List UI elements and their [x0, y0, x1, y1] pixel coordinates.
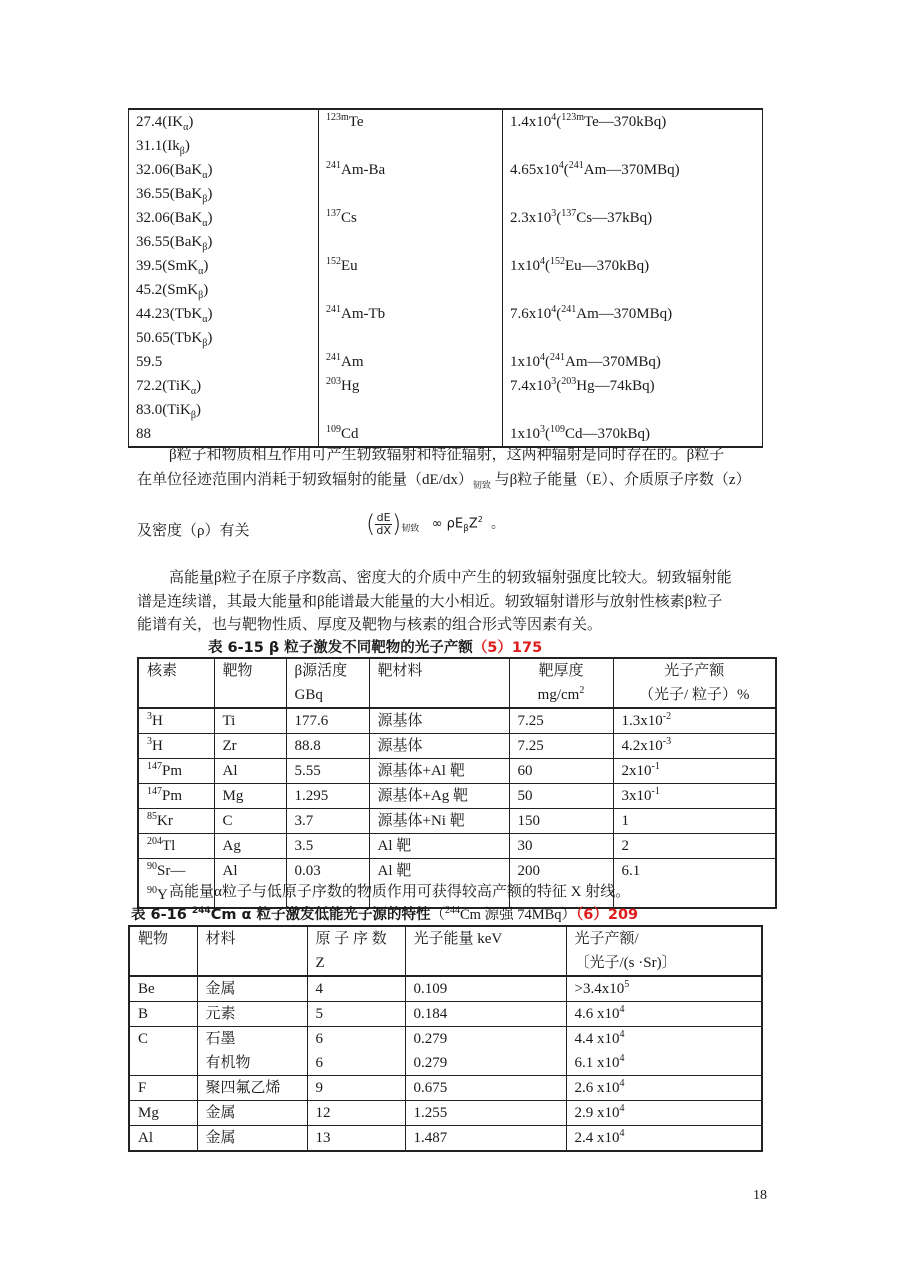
para-1-line-2-sub: 韧致 [472, 480, 491, 490]
table-cell: $^3$H [138, 734, 214, 759]
table-row [129, 374, 763, 398]
column-header: 光子产额/ 〔光子/(s ·Sr)〕 [566, 926, 762, 976]
table-cell: 200 [509, 859, 613, 909]
formula-sub: 韧致 [401, 524, 420, 535]
cell-source [319, 326, 503, 350]
cell-source: $^{241}$Am-Tb [319, 302, 503, 326]
table-cell: 5 [307, 1002, 405, 1027]
table-cell: 0.675 [405, 1076, 566, 1101]
table-cell: 3.7 [286, 809, 369, 834]
table-cell: 0.109 [405, 976, 566, 1002]
cell-source: $^{241}$Am-Ba [319, 158, 503, 182]
table-cell: 9 [307, 1076, 405, 1101]
formula-rhs-sub: β [463, 524, 469, 535]
formula-rhs-tail: Z [468, 516, 478, 532]
cell-energy: $31.1(Ik_\beta)$ [129, 134, 319, 158]
cell-source [319, 398, 503, 422]
table-cell: $^{85}$Kr [138, 809, 214, 834]
cell-source: $^{109}$Cd [319, 422, 503, 447]
column-header: 靶厚度 $mg/cm^2$ [509, 658, 613, 708]
column-header: 材料 [197, 926, 307, 976]
table-cell: 1.255 [405, 1101, 566, 1126]
table-row [129, 350, 763, 374]
formula-den: dX [376, 523, 391, 537]
table-row [129, 1126, 762, 1152]
cell-yield: $1x10^3(^{109}Cd—370kBq)$ [503, 422, 763, 447]
table-cell: Ti [214, 708, 286, 734]
table-cell: 50 [509, 784, 613, 809]
para-2-line-1: 高能量β粒子在原子序数高、密度大的介质中产生的轫致辐射强度比较大。轫致辐射能 [169, 570, 732, 586]
cell-yield: $4.65x10^4(^{241}Am—370MBq)$ [503, 158, 763, 182]
table-cell: 3.5 [286, 834, 369, 859]
table-cell: 1 [613, 809, 776, 834]
cell-yield [503, 326, 763, 350]
table-cell: 源基体+Ni 靶 [369, 809, 509, 834]
table-row [138, 734, 776, 759]
table-cell: C [214, 809, 286, 834]
table-cell: 1.295 [286, 784, 369, 809]
page-number: 18 [753, 1188, 767, 1203]
cell-yield [503, 230, 763, 254]
table-616-caption-b: Cm α 粒子激发低能光子源的特性 [210, 907, 431, 923]
table-616-caption-c: （$^{244}$Cm 源强 74MBq） [430, 905, 577, 923]
table-cell: Al [214, 859, 286, 909]
cell-source: $^{137}$Cs [319, 206, 503, 230]
table-cell: 2 [613, 834, 776, 859]
table-cell: 13 [307, 1126, 405, 1152]
table-cell: 0.279 0.279 [405, 1027, 566, 1076]
column-header: 靶物 [129, 926, 197, 976]
table-cell: B [129, 1002, 197, 1027]
table-cell: Ag [214, 834, 286, 859]
table-header-row [138, 658, 776, 708]
table-cell: 7.25 [509, 734, 613, 759]
cell-yield: $7.6x10^4(^{241}Am—370MBq)$ [503, 302, 763, 326]
table-616 [128, 925, 763, 1152]
top-table [128, 108, 763, 448]
table-row [129, 158, 763, 182]
table-cell: 2.9 $x10^4$ [566, 1101, 762, 1126]
cell-energy: 45.2(SmK$_\beta$) [129, 278, 319, 302]
table-cell: 源基体 [369, 734, 509, 759]
table-cell: Al [214, 759, 286, 784]
table-cell: $>3.4x10^5$ [566, 976, 762, 1002]
formula-rhs-sup: 2 [477, 515, 483, 525]
formula-rhs: ∞ ρE [431, 516, 464, 532]
cell-energy: 32.06(BaK$_\alpha$) [129, 206, 319, 230]
table-row [129, 326, 763, 350]
table-row [129, 182, 763, 206]
cell-source: $^{241}$Am [319, 350, 503, 374]
cell-energy: $27.4(IK_\alpha)$ [129, 109, 319, 134]
cell-yield: $2.3x10^3(^{137}Cs—37kBq)$ [503, 206, 763, 230]
formula-end: 。 [491, 516, 505, 532]
column-header: β源活度 GBq [286, 658, 369, 708]
column-header: 原 子 序 数 Z [307, 926, 405, 976]
cell-energy: 59.5 [129, 350, 319, 374]
table-row [129, 1101, 762, 1126]
cell-energy: 72.2(TiK$_\alpha$) [129, 374, 319, 398]
formula: ( $\frac{dE}{dX}$ )$_{韧致}$ ∞ $\rho E_\beta Z^2$ 。 [366, 510, 505, 538]
table-616-caption-a: 表 6-16 [131, 907, 192, 923]
table-cell: 6.1 [613, 859, 776, 909]
cell-energy: 88 [129, 422, 319, 447]
table-cell: 4 [307, 976, 405, 1002]
table-616-ref: （6）209 [576, 907, 639, 923]
table-cell: $^{204}$Tl [138, 834, 214, 859]
cell-source [319, 278, 503, 302]
table-cell: 88.8 [286, 734, 369, 759]
table-cell: 60 [509, 759, 613, 784]
table-cell: 金属 [197, 976, 307, 1002]
cell-source [319, 182, 503, 206]
cell-yield: $1.4x10^4(^{123m}Te—370kBq)$ [503, 109, 763, 134]
table-cell: Be [129, 976, 197, 1002]
table-615-ref: （5）175 [472, 640, 543, 656]
column-header: 光子能量 keV [405, 926, 566, 976]
table-cell: $^{147}$Pm [138, 759, 214, 784]
table-cell: Mg [214, 784, 286, 809]
para-1-line-2b: 与β粒子能量（E）、介质原子序数（z） [490, 472, 751, 488]
cell-yield [503, 182, 763, 206]
cell-yield: $1x10^4(^{241}Am—370MBq)$ [503, 350, 763, 374]
table-row [129, 1027, 762, 1076]
table-cell: 0.03 [286, 859, 369, 909]
formula-num: dE [376, 510, 391, 524]
column-header: 光子产额 （光子/ 粒子）% [613, 658, 776, 708]
table-615-caption-text: 表 6-15 β 粒子激发不同靶物的光子产额 [208, 640, 473, 656]
para-2-line-3: 能谱有关，也与靶物性质、厚度及靶物与核素的组合形式等因素有关。 [137, 617, 603, 633]
cell-source: $^{152}$Eu [319, 254, 503, 278]
table-cell: Mg [129, 1101, 197, 1126]
para-2-line-2: 谱是连续谱，其最大能量和β能谱最大能量的大小相近。轫致辐射谱形与放射性核素β粒子 [137, 594, 723, 610]
table-cell: 金属 [197, 1126, 307, 1152]
table-cell: Al 靶 [369, 834, 509, 859]
cell-energy: 36.55(BaK$_\beta$) [129, 230, 319, 254]
table-cell: 4.6 $x10^4$ [566, 1002, 762, 1027]
table-row [129, 976, 762, 1002]
table-615 [137, 657, 777, 909]
para-1-line-1: β粒子和物质相互作用可产生轫致辐射和特征辐射，这两种辐射是同时存在的。β粒子 [169, 447, 725, 463]
table-cell: 石墨 有机物 [197, 1027, 307, 1076]
table-cell: $^{90}$Sr—$^{90}$Y [138, 859, 214, 909]
cell-yield [503, 278, 763, 302]
table-cell: 源基体 [369, 708, 509, 734]
table-cell: 1.487 [405, 1126, 566, 1152]
cell-yield [503, 134, 763, 158]
table-cell: 源基体+Ag 靶 [369, 784, 509, 809]
table-cell: 5.55 [286, 759, 369, 784]
table-616-caption [131, 903, 638, 924]
table-615-caption [208, 636, 542, 657]
table-row [138, 708, 776, 734]
column-header: 核素 [138, 658, 214, 708]
table-cell: Al [129, 1126, 197, 1152]
table-row [129, 302, 763, 326]
table-row [129, 278, 763, 302]
table-cell: C [129, 1027, 197, 1076]
table-cell: 6 6 [307, 1027, 405, 1076]
table-row [129, 254, 763, 278]
cell-yield [503, 398, 763, 422]
table-cell: 元素 [197, 1002, 307, 1027]
para-3: 高能量α粒子与低原子序数的物质作用可获得较高产额的特征 X 射线。 [169, 884, 631, 900]
table-cell: 12 [307, 1101, 405, 1126]
table-row [138, 784, 776, 809]
table-cell: $2x10^{-1}$ [613, 759, 776, 784]
cell-energy: 50.65(TbK$_\beta$) [129, 326, 319, 350]
table-cell: Al 靶 [369, 859, 509, 909]
table-row [129, 398, 763, 422]
cell-yield: $7.4x10^3(^{203}Hg—74kBq)$ [503, 374, 763, 398]
table-cell: 150 [509, 809, 613, 834]
table-cell: $3x10^{-1}$ [613, 784, 776, 809]
cell-energy: 32.06(BaK$_\alpha$) [129, 158, 319, 182]
table-row [129, 206, 763, 230]
table-cell: F [129, 1076, 197, 1101]
table-cell: $4.2x10^{-3}$ [613, 734, 776, 759]
cell-yield: $1x10^4(^{152}Eu—370kBq)$ [503, 254, 763, 278]
table-row [138, 759, 776, 784]
para-1-line-3: 及密度（ρ）有关 [137, 523, 250, 539]
para-1-line-2 [137, 468, 777, 492]
para-1-line-2a: 在单位径迹范围内消耗于轫致辐射的能量（dE/dx） [137, 472, 473, 488]
table-row [138, 834, 776, 859]
table-row [129, 230, 763, 254]
cell-energy: 44.23(TbK$_\alpha$) [129, 302, 319, 326]
table-cell: $^3$H [138, 708, 214, 734]
table-cell: $1.3x10^{-2}$ [613, 708, 776, 734]
cell-source [319, 230, 503, 254]
cell-source: $^{123m}$Te [319, 109, 503, 134]
cell-source [319, 134, 503, 158]
table-cell: 2.6 $x10^4$ [566, 1076, 762, 1101]
table-row [129, 109, 763, 134]
cell-source: $^{203}$Hg [319, 374, 503, 398]
table-cell: 2.4 $x10^4$ [566, 1126, 762, 1152]
table-header-row [129, 926, 762, 976]
table-cell: 177.6 [286, 708, 369, 734]
column-header: 靶物 [214, 658, 286, 708]
cell-energy: 83.0(TiK$_\beta$) [129, 398, 319, 422]
table-row [138, 809, 776, 834]
column-header: 靶材料 [369, 658, 509, 708]
table-cell: 4.4 $x10^4$ 6.1 $x10^4$ [566, 1027, 762, 1076]
cell-energy: 39.5(SmK$_\alpha$) [129, 254, 319, 278]
table-cell: 源基体+Al 靶 [369, 759, 509, 784]
table-cell: 30 [509, 834, 613, 859]
table-row [129, 134, 763, 158]
table-row [129, 1076, 762, 1101]
table-cell: Zr [214, 734, 286, 759]
table-row [129, 1002, 762, 1027]
table-cell: 聚四氟乙烯 [197, 1076, 307, 1101]
table-616-caption-sup: 244 [191, 906, 211, 917]
cell-energy: 36.55(BaK$_\beta$) [129, 182, 319, 206]
table-cell: 7.25 [509, 708, 613, 734]
table-cell: 金属 [197, 1101, 307, 1126]
table-cell: $^{147}$Pm [138, 784, 214, 809]
table-cell: 0.184 [405, 1002, 566, 1027]
